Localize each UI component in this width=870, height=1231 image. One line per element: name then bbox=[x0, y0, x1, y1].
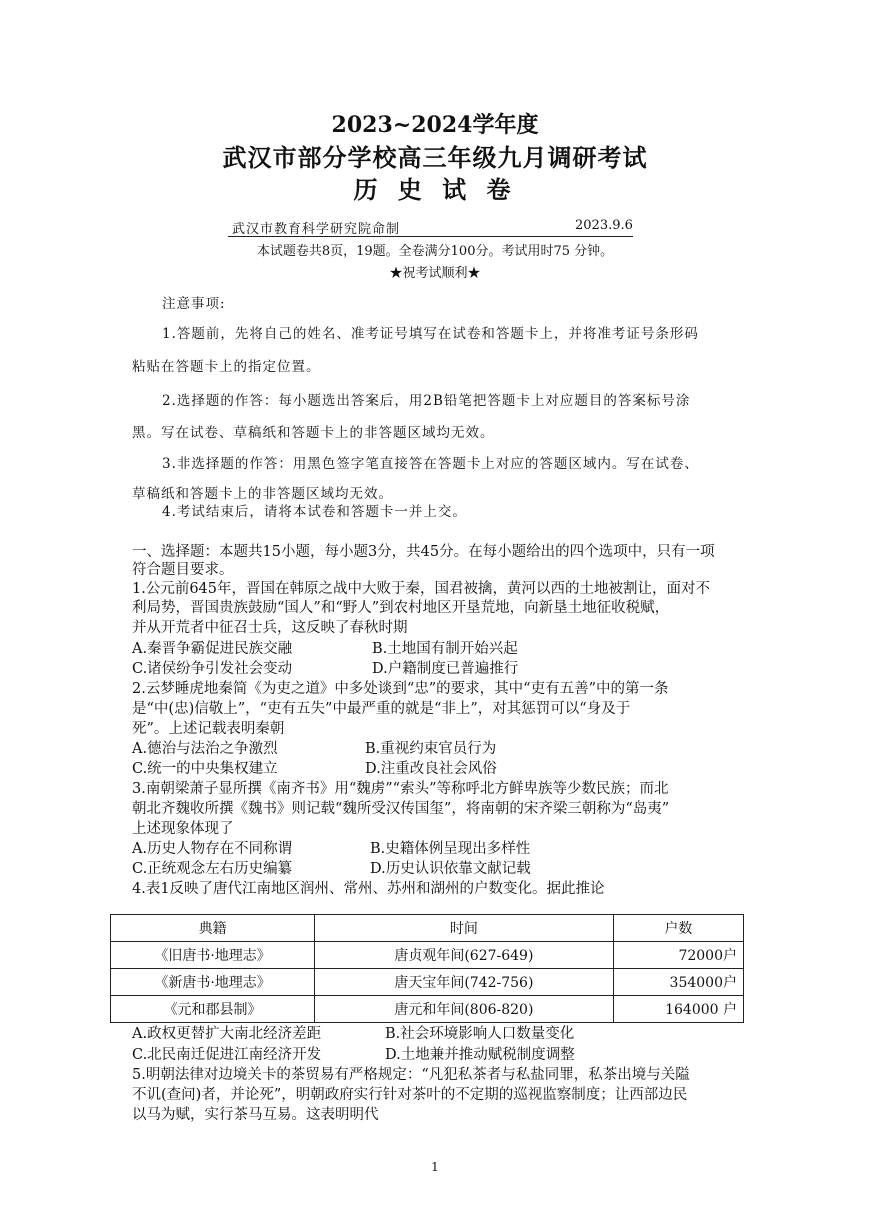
note-3a: 3.非选择题的作答：用黑色签字笔直接答在答题卡上对应的答题区域内。写在试卷、 bbox=[162, 456, 699, 472]
note-1a: 1.答题前，先将自己的姓名、准考证号填写在试卷和答题卡上，并将准考证号条形码 bbox=[162, 326, 699, 342]
table-cell: 唐元和年间(806-820) bbox=[315, 996, 614, 1023]
q4-table bbox=[110, 914, 744, 1023]
q1-option-d: D.户籍制度已普遍推行 bbox=[372, 661, 519, 677]
note-3b: 草稿纸和答题卡上的非答题区域均无效。 bbox=[132, 486, 393, 502]
q5-stem-2: 不讥(查问)者，并论死”，明朝政府实行针对茶叶的不定期的巡视监察制度；让西部边民 bbox=[132, 1087, 688, 1103]
q4-option-b: B.社会环境影响人口数量变化 bbox=[385, 1026, 575, 1042]
q3-stem-3: 上述现象体现了 bbox=[132, 821, 234, 837]
q4-stem: 4.表1反映了唐代江南地区润州、常州、苏州和湖州的户数变化。据此推论 bbox=[132, 881, 605, 897]
note-2b: 黑。写在试卷、草稿纸和答题卡上的非答题区域均无效。 bbox=[132, 425, 495, 441]
q4-option-d: D.土地兼并推动赋税制度调整 bbox=[385, 1047, 575, 1063]
page-number: 1 bbox=[431, 1160, 439, 1174]
table-cell: 354000户 bbox=[613, 969, 743, 996]
note-2a: 2.选择题的作答：每小题选出答案后，用2B铅笔把答题卡上对应题目的答案标号涂 bbox=[162, 393, 691, 409]
note-4: 4.考试结束后，请将本试卷和答题卡一并上交。 bbox=[162, 504, 467, 520]
q2-stem-1: 2.云梦睡虎地秦简《为吏之道》中多处谈到“忠”的要求，其中“吏有五善”中的第一条 bbox=[132, 681, 669, 697]
table-row bbox=[111, 942, 744, 969]
table-row bbox=[111, 996, 744, 1023]
notes-heading: 注意事项: bbox=[162, 296, 226, 312]
header-rule bbox=[228, 236, 633, 237]
section-heading-1: 一、选择题：本题共15小题，每小题3分，共45分。在每小题给出的四个选项中，只有一项 bbox=[132, 544, 715, 560]
q5-stem-1: 5.明朝法律对边境关卡的茶贸易有严格规定：“凡犯私茶者与私盐同罪，私茶出境与关隘 bbox=[132, 1067, 690, 1083]
q3-option-d: D.历史认识依靠文献记载 bbox=[370, 861, 531, 877]
q3-option-a: A.历史人物存在不同称谓 bbox=[132, 841, 293, 857]
q1-option-b: B.土地国有制开始兴起 bbox=[372, 641, 518, 657]
table-cell: 《元和郡县制》 bbox=[111, 996, 315, 1023]
q1-option-a: A.秦晋争霸促进民族交融 bbox=[132, 641, 293, 657]
table-cell: 《旧唐书·地理志》 bbox=[111, 942, 315, 969]
table-header-cell: 典籍 bbox=[111, 915, 315, 942]
q3-stem-2: 朝北齐魏收所撰《魏书》则记载“魏所受汉传国玺”，将南朝的宋齐梁三朝称为“岛夷” bbox=[132, 801, 670, 817]
table-cell: 《新唐书·地理志》 bbox=[111, 969, 315, 996]
table-cell: 72000户 bbox=[613, 942, 743, 969]
q4-option-c: C.北民南迁促进江南经济开发 bbox=[132, 1047, 322, 1063]
q1-stem-1: 1.公元前645年，晋国在韩原之战中大败于秦，国君被擒，黄河以西的土地被割让，面对不 bbox=[132, 581, 711, 597]
q2-option-a: A.德治与法治之争激烈 bbox=[132, 741, 278, 757]
title-year: 2023~2024学年度 bbox=[331, 112, 539, 138]
q2-stem-3: 死”。上述记载表明秦朝 bbox=[132, 721, 285, 737]
table-cell: 164000 户 bbox=[613, 996, 743, 1023]
q1-option-c: C.诸侯纷争引发社会变动 bbox=[132, 661, 293, 677]
q4-option-a: A.政权更替扩大南北经济差距 bbox=[132, 1026, 322, 1042]
table-cell: 唐贞观年间(627-649) bbox=[315, 942, 614, 969]
table-header-cell: 户数 bbox=[613, 915, 743, 942]
table-header-row bbox=[111, 915, 744, 942]
section-heading-2: 符合题目要求。 bbox=[132, 562, 234, 578]
title-subject: 历 史 试 卷 bbox=[353, 175, 517, 204]
q2-stem-2: 是“中(忠)信敬上”，“吏有五失”中最严重的就是“非上”，对其惩罚可以“身及于 bbox=[132, 701, 631, 717]
q3-stem-1: 3.南朝梁萧子显所撰《南齐书》用“魏虏”“索头”等称呼北方鲜卑族等少数民族；而北 bbox=[132, 781, 669, 797]
q1-stem-2: 利局势，晋国贵族鼓励“国人”和“野人”到农村地区开垦荒地，向新垦土地征收税赋， bbox=[132, 600, 670, 616]
q3-option-c: C.正统观念左右历史编纂 bbox=[132, 861, 293, 877]
q3-option-b: B.史籍体例呈现出多样性 bbox=[370, 841, 531, 857]
header-date: 2023.9.6 bbox=[575, 218, 633, 233]
exam-info: 本试题卷共8页，19题。全卷满分100分。考试用时75 分钟。 bbox=[256, 244, 614, 259]
header-org: 武汉市教育科学研究院命制 bbox=[232, 222, 401, 237]
table-row bbox=[111, 969, 744, 996]
q2-option-b: B.重视约束官员行为 bbox=[365, 741, 497, 757]
exam-wish: ★祝考试顺利★ bbox=[389, 266, 481, 281]
note-1b: 粘贴在答题卡上的指定位置。 bbox=[132, 359, 321, 375]
q1-stem-3: 并从开荒者中征召士兵，这反映了春秋时期 bbox=[132, 620, 408, 636]
title-exam: 武汉市部分学校高三年级九月调研考试 bbox=[222, 143, 648, 172]
q2-option-d: D.注重改良社会风俗 bbox=[365, 761, 497, 777]
q5-stem-3: 以马为赋，实行茶马互易。这表明明代 bbox=[132, 1107, 379, 1123]
table-cell: 唐天宝年间(742-756) bbox=[315, 969, 614, 996]
table-header-cell: 时间 bbox=[315, 915, 614, 942]
q2-option-c: C.统一的中央集权建立 bbox=[132, 761, 278, 777]
